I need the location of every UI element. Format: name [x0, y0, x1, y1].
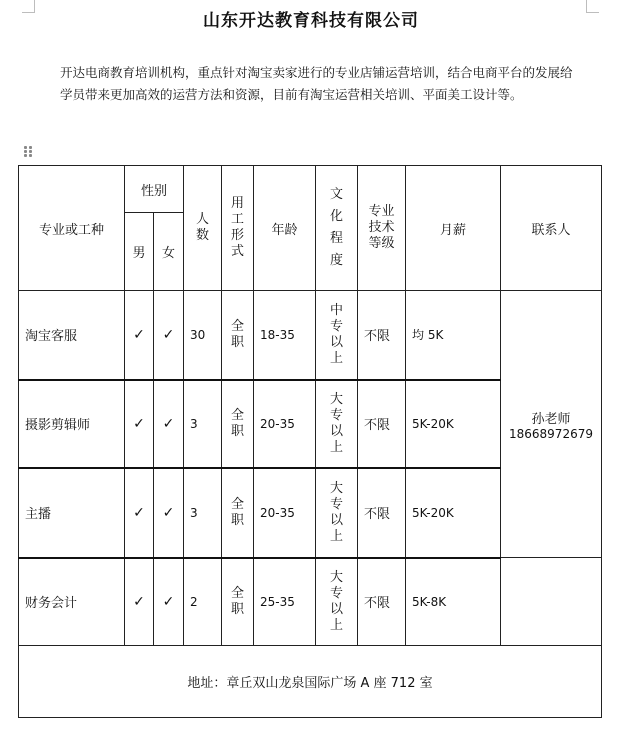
cell-skill-level: 不限: [358, 468, 406, 558]
header-education-text: 文化程度: [329, 187, 343, 268]
cell-education-text: 大专以上: [329, 391, 343, 455]
document-title: 山东开达教育科技有限公司: [203, 11, 419, 31]
cell-employment-text: 全职: [230, 407, 244, 439]
cell-salary: 5K-20K: [406, 468, 501, 558]
header-employment-text: 用工形式: [230, 196, 244, 259]
cell-education: [316, 291, 358, 380]
cell-education: [316, 468, 358, 558]
cell-age: 20-35: [254, 468, 316, 558]
cell-contact-empty: [501, 558, 602, 646]
cell-count: 30: [184, 291, 222, 380]
cell-education-text: 大专以上: [329, 569, 343, 633]
header-education: [316, 166, 358, 291]
header-profession: 专业或工种: [19, 166, 125, 291]
header-female: 女: [154, 213, 184, 291]
cell-contact: [501, 291, 602, 558]
cell-employment-text: 全职: [230, 318, 244, 350]
address: 地址：章丘双山龙泉国际广场 A 座 712 室: [19, 646, 602, 718]
cell-profession: 主播: [19, 468, 125, 558]
table-row: [19, 291, 602, 380]
header-count-text: 人数: [195, 212, 209, 243]
cell-male: ✓: [125, 558, 154, 646]
header-skill-level: [358, 166, 406, 291]
cell-age: 25-35: [254, 558, 316, 646]
table-move-handle-icon[interactable]: [24, 146, 34, 158]
cell-profession: 摄影剪辑师: [19, 380, 125, 468]
cell-education-text: 中专以上: [329, 302, 343, 366]
contact-name: 孙老师: [531, 411, 571, 427]
cell-female: ✓: [154, 380, 184, 468]
address-row: [19, 646, 602, 718]
intro-paragraph: 开达电商教育培训机构，重点针对淘宝卖家进行的专业店铺运营培训，结合电商平台的发展给学员带来更加高效的运营方法和资源，目前有淘宝运营相关培训、平面美工设计等。: [60, 65, 573, 102]
cell-count: 3: [184, 468, 222, 558]
header-male: 男: [125, 213, 154, 291]
cell-skill-level: 不限: [358, 380, 406, 468]
cell-employment-text: 全职: [230, 585, 244, 617]
cell-employment: [222, 558, 254, 646]
cell-male: ✓: [125, 291, 154, 380]
header-count: [184, 166, 222, 291]
recruitment-table: [18, 165, 602, 718]
header-skill-level-text: 专业技术等级: [368, 204, 395, 251]
header-employment: [222, 166, 254, 291]
cell-education: [316, 380, 358, 468]
cell-skill-level: 不限: [358, 291, 406, 380]
cell-female: ✓: [154, 291, 184, 380]
cell-count: 2: [184, 558, 222, 646]
header-age: 年龄: [254, 166, 316, 291]
header-gender: 性别: [125, 166, 184, 213]
cell-male: ✓: [125, 380, 154, 468]
cell-education-text: 大专以上: [329, 480, 343, 544]
cell-age: 20-35: [254, 380, 316, 468]
cell-salary: 5K-20K: [406, 380, 501, 468]
header-salary: 月薪: [406, 166, 501, 291]
table-row: [19, 558, 602, 646]
cell-profession: 淘宝客服: [19, 291, 125, 380]
cell-employment: [222, 291, 254, 380]
cell-profession: 财务会计: [19, 558, 125, 646]
contact-phone: 18668972679: [509, 426, 593, 441]
cell-female: ✓: [154, 468, 184, 558]
cell-salary: 5K-8K: [406, 558, 501, 646]
cell-female: ✓: [154, 558, 184, 646]
header-contact: 联系人: [501, 166, 602, 291]
cell-male: ✓: [125, 468, 154, 558]
cell-employment-text: 全职: [230, 496, 244, 528]
cell-skill-level: 不限: [358, 558, 406, 646]
cell-employment: [222, 380, 254, 468]
cell-age: 18-35: [254, 291, 316, 380]
cell-salary: 均 5K: [406, 291, 501, 380]
cell-count: 3: [184, 380, 222, 468]
cell-education: [316, 558, 358, 646]
cell-employment: [222, 468, 254, 558]
